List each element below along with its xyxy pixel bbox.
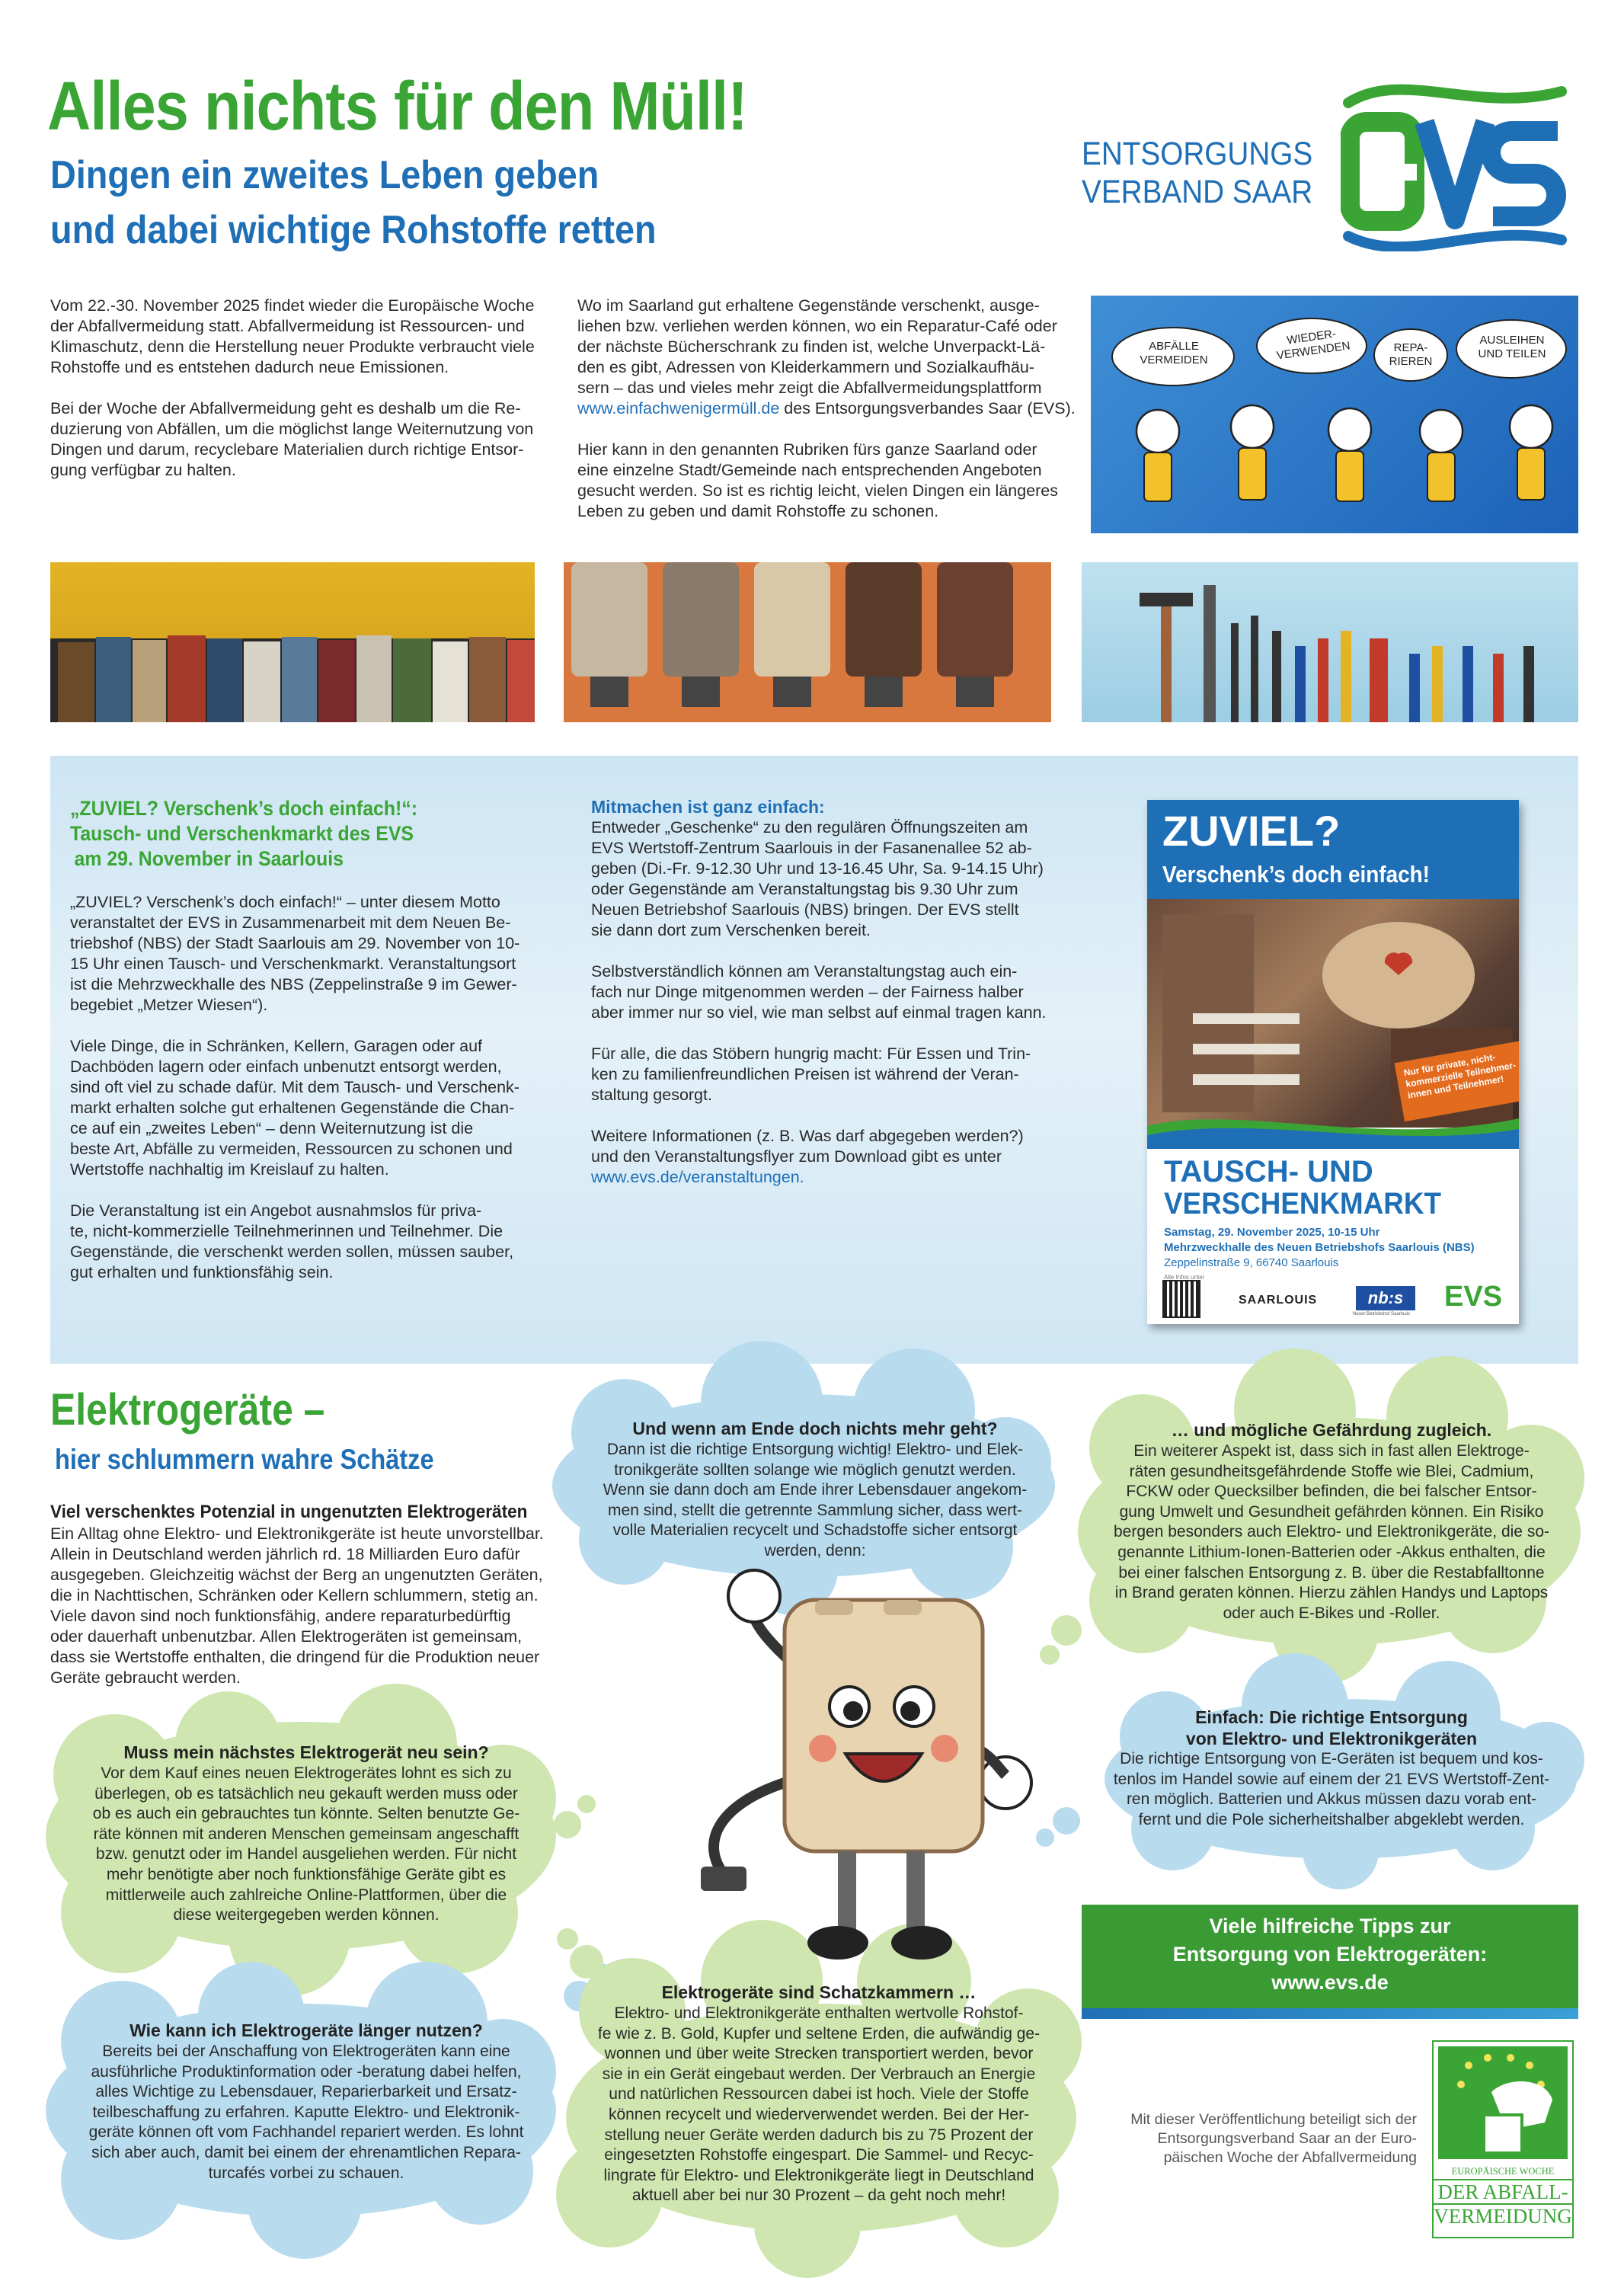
tips-box (1082, 1905, 1578, 2008)
cloud-disposal-title-2: von Elektro- und Elektronikgeräten (1185, 1729, 1478, 1748)
tips-line-2: Entsorgung von Elektrogeräten: (1172, 1943, 1488, 1966)
market-heading-2: Tausch- und Verschenkmarkt des EVS (70, 822, 414, 845)
flyer-badge: Nur für private, nicht- kommerzielle Teilnehmer- innen und Teilnehmer! (1395, 1041, 1519, 1121)
intro-paragraph-4: Hier kann in den genannten Rubriken fürs ganze Saarland oder eine einzelne Stadt/Gemeinde nach entsprechenden Angeboten gesucht werden. So ist es richtig leicht, vielen Dingen ein längeres Leben zu geben und damit Rohstoffe zu schonen. (577, 440, 1059, 520)
toaster-mascot (670, 1554, 1097, 1981)
cloud-end-of-life-title: Und wenn am Ende doch nichts mehr geht? (632, 1419, 998, 1438)
intro-paragraph-1: Vom 22.-30. November 2025 findet wieder die Europäische Woche der Abfallvermeidung statt. Abfallvermeidung ist Ressourcen- und Klimaschutz, denn die Herstellung neuer Produkte verbraucht viele Rohstoffe und es entstehen dadurch neue Emissionen. (50, 296, 535, 376)
platform-link-after: des Entsorgungsverbandes Saar (EVS). (779, 399, 1076, 417)
elektro-subtitle: hier schlummern wahre Schätze (55, 1444, 434, 1475)
cloud-end-of-life-text: Dann ist die richtige Entsorgung wichtig! Elektro- und Elek- tronikgeräte sollten solange wie möglich genutzt werden. Wenn sie dann doch am Ende ihrer Lebensdauer angekom- men sind, stellt die getrennte Sammlung sicher, dass wert- volle Materialien recycelt und Schadstoffe sicher entsorgt werden, denn: (603, 1441, 1028, 1560)
cloud-new-device (70, 1741, 542, 1926)
ewwr-logo (1432, 2040, 1574, 2238)
bubble-text-1: ABFÄLLE VERMEIDEN (1140, 340, 1208, 366)
bubble-text-3: REPA- RIEREN (1389, 341, 1433, 368)
flyer-title: ZUVIEL? (1162, 807, 1341, 855)
cloud-disposal (1103, 1707, 1560, 1830)
cloud-hazard (1103, 1419, 1560, 1624)
platform-link[interactable]: www.einfachwenigermüll.de (577, 399, 780, 417)
market-col2-paragraph-1: Entweder „Geschenke“ zu den regulären Öffnungszeiten am EVS Wertstoff-Zentrum Saarlouis in der Fasanenallee 52 ab- geben (Di.-Fr. 9-12.30 Uhr und 13-16.45 Uhr, Sa. 9-14.15 Uhr) oder Gegenstände am Veranstaltungstag bis 9.30 Uhr zum Neuen Betriebshof Saarlouis (NBS) bringen. Der EVS stellt sie dann dort zum Verschenken bereit. (591, 818, 1044, 939)
flyer-subtitle: Verschenk’s doch einfach! (1162, 861, 1430, 888)
cloud-treasure-title: Elektrogeräte sind Schatzkammern … (661, 1982, 977, 2002)
market-col2-heading: Mitmachen ist ganz einfach: (591, 797, 825, 817)
ewwr-line-1: EUROPÄISCHE WOCHE (1451, 2166, 1555, 2177)
market-heading-1: „ZUVIEL? Verschenk’s doch einfach!“: (70, 797, 417, 820)
market-col2-paragraph-4: Weitere Informationen (z. B. Was darf abgegeben werden?) und den Veranstaltungsflyer zum Download gibt es unter (591, 1127, 1024, 1166)
logo-text-2: VERBAND SAAR (1082, 174, 1313, 210)
ewwr-line-2: DER ABFALL- (1434, 2179, 1572, 2205)
flyer-logo-nbs: nb:s (1356, 1286, 1415, 1310)
cloud-new-device-text: Vor dem Kauf eines neuen Elektrogerätes lohnt es sich zu überlegen, ob es tatsächlich neu gekauft werden muss oder ob es auch ein gebrauchtes tun könnte. Selten benutzte Ge- räte können mit anderen Menschen gemeinsam angeschafft bzw. genutzt oder im Handel ausgeliehen werden. Für nicht mehr benötigte aber noch funktionsfähige Geräte gibt es mittlerweile auch zahlreiche Online-Plattformen, über die diese weitergegeben werden können. (92, 1764, 520, 1924)
flyer-address: Zeppelinstraße 9, 66740 Saarlouis (1164, 1256, 1339, 1269)
cloud-longer-use (70, 2019, 542, 2183)
hand-icon (1438, 2046, 1568, 2159)
logo-text-1: ENTSORGUNGS (1082, 136, 1313, 172)
elektro-title: Elektrogeräte – (50, 1385, 325, 1435)
cloud-disposal-text: Die richtige Entsorgung von E-Geräten ist bequem und kos- tenlos im Handel sowie auf einem der 21 EVS Wertstoff-Zent- ren möglich. Batterien und Akkus müssen dazu vorab ent- fernt und die Pole sicherheitshalber abgeklebt werden. (1113, 1750, 1550, 1828)
tips-link[interactable]: www.evs.de (1271, 1971, 1389, 1994)
footer-note: Mit dieser Veröffentlichung beteiligt sich der Entsorgungsverband Saar an der Euro- päischen Woche der Abfallvermeidung (1130, 2111, 1417, 2166)
flyer-logo-nbs-sub: Neuer Betriebshof Saarlouis (1353, 1312, 1411, 1316)
cloud-end-of-life (583, 1417, 1047, 1562)
elektro-body: Ein Alltag ohne Elektro- und Elektronikgeräte ist heute unvorstellbar. Allein in Deutschland werden jährlich rd. 18 Milliarden Euro dafür ausgegeben. Gleichzeitig wächst der Berg an ungenutzten Geräten, die in Nachttischen, Schränken oder Kellern schlummern, stetig an. Viele davon sind noch funktionsfähig, andere reparaturbedürftig oder dauerhaft unbenutzbar. Allen Elektrogeräten ist gemeinsam, dass sie Wertstoffe enthalten, die dringend für die Produktion neuer Geräte gebraucht werden. (50, 1524, 544, 1687)
market-col2-paragraph-2: Selbstverständlich können am Veranstaltungstag auch ein- fach nur Dinge mitgenommen werden – der Fairness halber aber immer nur so viel, wie man selbst auf einmal tragen kann. (591, 962, 1047, 1022)
cloud-longer-use-text: Bereits bei der Anschaffung von Elektrogeräten kann eine ausführliche Produktinformation oder -beratung dabei helfen, alles Wichtige zu Lebensdauer, Reparierbarkeit und Ersatz- teilbeschaffung zu erfahren. Kaputte Elektro- und Elektronik- geräte können oft vom Fachhandel repariert werden. Es lohnt sich aber auch, damit bei einem der ehrenamtlichen Repara- turcafés vorbei zu schauen. (88, 2043, 524, 2182)
tips-box-stripe (1082, 2008, 1578, 2019)
bubble-text-4: AUSLEIHEN UND TEILEN (1478, 334, 1546, 360)
intro-paragraph-2: Bei der Woche der Abfallvermeidung geht es deshalb um die Re- duzierung von Abfällen, um die möglichst lange Weiternutzung von Dingen und darum, recyclebare Materialien durch richtige Entsor- gung verfügbar zu halten. (50, 399, 534, 479)
market-paragraph-3: Die Veranstaltung ist ein Angebot ausnahmslos für priva- te, nicht-kommerzielle Teilnehmerinnen und Teilnehmer. Die Gegenstände, die verschenkt werden sollen, müssen sauber, gut erhalten und funktionsfähig sein. (70, 1201, 514, 1281)
market-col2-paragraph-3: Für alle, die das Stöbern hungrig macht: Für Essen und Trin- ken zu familienfreundlichen Preisen ist während der Veran- staltung gesorgt. (591, 1045, 1031, 1104)
flyer-date: Samstag, 29. November 2025, 10-15 Uhr (1164, 1226, 1380, 1239)
bubble-text-2: WIEDER- VERWENDEN (1275, 327, 1351, 363)
page-title: Alles nichts für den Müll! (47, 69, 747, 145)
tips-line-1: Viele hilfreiche Tipps zur (1209, 1915, 1451, 1937)
market-heading-3: am 29. November in Saarlouis (74, 847, 344, 870)
flyer-logo-saarlouis: SAARLOUIS (1239, 1294, 1318, 1307)
flyer-main-title-1: TAUSCH- UND (1164, 1155, 1373, 1188)
cloud-new-device-title: Muss mein nächstes Elektrogerät neu sein? (123, 1742, 489, 1762)
page-subtitle-2: und dabei wichtige Rohstoffe retten (50, 208, 657, 252)
market-paragraph-1: „ZUVIEL? Verschenk’s doch einfach!“ – unter diesem Motto veranstaltet der EVS in Zusammenarbeit mit dem Neuen Be- triebshof (NBS) der Stadt Saarlouis am 29. November von 10- 15 Uhr einen Tausch- und Verschenkmarkt. Veranstaltungsort ist die Mehrzweckhalle des NBS (Zeppelinstraße 9 im Gewer- begebiet „Metzer Wiesen“). (70, 893, 520, 1014)
events-link[interactable]: www.evs.de/veranstaltungen. (591, 1168, 804, 1186)
market-paragraph-2: Viele Dinge, die in Schränken, Kellern, Garagen oder auf Dachböden lagern oder einfach unbenutzt entsorgt werden, sind oft viel zu schade dafür. Mit dem Tausch- und Verschenk- markt erhalten solche gut erhaltenen Gegenstände die Chan- ce auf ein „zweites Leben“ – denn Weiternutzung ist die beste Art, Abfälle zu vermeiden, Ressourcen zu schonen und Wertstoffe nachhaltig im Kreislauf zu halten. (70, 1037, 519, 1179)
elektro-subheading: Viel verschenktes Potenzial in ungenutzten Elektrogeräten (50, 1502, 528, 1522)
cloud-hazard-text: Ein weiterer Aspekt ist, dass sich in fast allen Elektroge- räten gesundheitsgefährdende Stoffe wie Blei, Cadmium, FCKW oder Quecksilber befinden, die bei falscher Entsor- gung Umwelt und Gesundheit gefährden können. Ein Risiko bergen besonders auch Elektro- und Elektronikgeräte, die so- genannte Lithium-Ionen-Batterien oder -Akkus enthalten, die bei einer falschen Entsorgung z. B. über die Restabfalltonne in Brand geraten können. Hierzu zählen Handys und Laptops oder auch E-Bikes und -Roller. (1113, 1442, 1549, 1622)
page-subtitle-1: Dingen ein zweites Leben geben (50, 153, 599, 197)
ewwr-logo-image (1438, 2046, 1568, 2159)
flyer-venue: Mehrzweckhalle des Neuen Betriebshofs Saarlouis (NBS) (1164, 1241, 1475, 1254)
cloud-longer-use-title: Wie kann ich Elektrogeräte länger nutzen? (129, 2020, 483, 2040)
cloud-treasure (583, 1981, 1055, 2206)
flyer-qr-label: Alle Infos unter (1164, 1274, 1205, 1281)
cloud-hazard-title: … und mögliche Gefährdung zugleich. (1171, 1420, 1492, 1440)
flyer-main-title-2: VERSCHENKMARKT (1164, 1187, 1441, 1220)
cloud-treasure-text: Elektro- und Elektronikgeräte enthalten wertvolle Rohstof- fe wie z. B. Gold, Kupfer und seltene Erden, die aufwändig ge- wonnen und über weite Strecken transportiert werden, bevor sie in ein Gerät eingebaut werden. Der Verbrauch an Energie und natürlichen Ressourcen dabei ist hoch. Viele der Stoffe können recycelt und wiederverwendet werden. Bei der Her- stellung neuer Geräte werden dadurch bis zu 75 Prozent der eingesetzten Rohstoffe eingespart. Die Sammel- und Recyc- lingrate für Elektro- und Elektronikgeräte liegt in Deutschland aktuell aber bei nur 30 Prozent – da geht noch mehr! (597, 2004, 1041, 2205)
ewwr-line-3: VERMEIDUNG (1434, 2205, 1572, 2228)
cloud-disposal-title-1: Einfach: Die richtige Entsorgung (1195, 1707, 1468, 1727)
intro-paragraph-3: Wo im Saarland gut erhaltene Gegenstände verschenkt, ausge- liehen bzw. verliehen werden können, wo ein Reparatur-Café oder der nächste Bücherschrank zu finden ist, welche Unverpackt-Lä- den es gibt, Adressen von Kleiderkammern und Sozialkaufhäu- sern – das und vieles mehr zeigt die Abfallvermeidungsplattform (577, 296, 1057, 397)
flyer-logo-evs: EVS (1444, 1281, 1503, 1313)
